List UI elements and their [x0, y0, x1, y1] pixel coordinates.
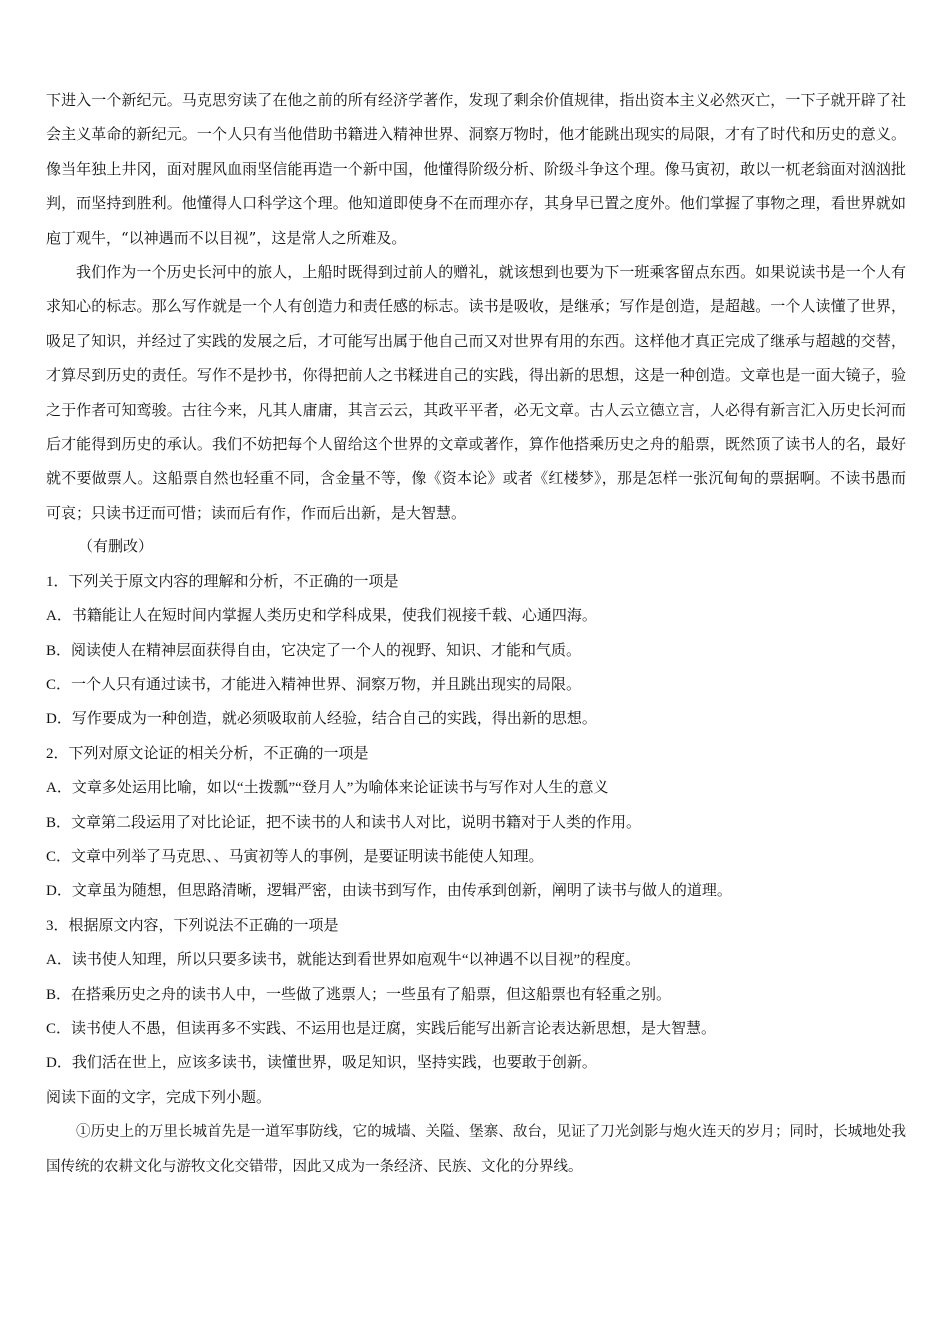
- source-note: （有删改）: [78, 539, 154, 556]
- question-2-stem: 2．下列对原文论证的相关分析，不正确的一项是: [46, 745, 369, 762]
- question-2-option-d: D．文章虽为随想，但思路清晰，逻辑严密，由读书到写作，由传承到创新，阐明了读书与做人的道理。: [46, 883, 732, 900]
- document-page: [46, 83, 906, 1184]
- passage-one-paragraph-1: 下进入一个新纪元。马克思穷读了在他之前的所有经济学著作，发现了剩余价值规律，指出资本主义必然灭亡，一下子就开辟了社会主义革命的新纪元。一个人只有当他借助书籍进入精神世界、洞察万物时，他才能跳出现实的局限，才有了时代和历史的意义。像当年独上井冈，面对腥风血雨坚信能再造一个新中国，他懂得阶级分析、阶级斗争这个理。像马寅初，敢以一杌老翁面对汹汹批判，而坚持到胜利。他懂得人口科学这个理。他知道即使身不在而理亦存，其身早已置之度外。他们掌握了事物之理，看世界就如庖丁观牛，“以神遇而不以目视”，这是常人之所难及。: [46, 91, 906, 247]
- question-1-stem: 1．下列关于原文内容的理解和分析，不正确的一项是: [46, 573, 399, 590]
- question-3-option-c: C．读书使人不愚，但读再多不实践、不运用也是迂腐，实践后能写出新言论表达新思想，是大智慧。: [46, 1020, 717, 1037]
- question-1-option-a: A．书籍能让人在短时间内掌握人类历史和学科成果，使我们视接千载、心通四海。: [46, 608, 597, 625]
- question-3-option-d: D．我们活在世上，应该多读书，读懂世界，吸足知识，坚持实践，也要敢于创新。: [46, 1055, 597, 1072]
- question-1-option-c: C．一个人只有通过读书，才能进入精神世界、洞察万物，并且跳出现实的局限。: [46, 676, 582, 693]
- question-2-option-c: C．文章中列举了马克思、、马寅初等人的事例，是要证明读书能使人知理。: [46, 848, 544, 865]
- question-1-option-d: D．写作要成为一种创造，就必须吸取前人经验，结合自己的实践，得出新的思想。: [46, 711, 597, 728]
- passage-one-paragraph-2: 我们作为一个历史长河中的旅人，上船时既得到过前人的赠礼，就该想到也要为下一班乘客留点东西。如果说读书是一个人有求知心的标志。那么写作就是一个人有创造力和责任感的标志。读书是吸收，是继承；写作是创造，是超越。一个人读懂了世界，吸足了知识，并经过了实践的发展之后，才可能写出属于他自己而又对世界有用的东西。这样他才真正完成了继承与超越的交替，才算尽到历史的责任。写作不是抄书，你得把前人之书糅进自己的实践，得出新的思想，这是一种创造。文章也是一面大镜子，验之于作者可知鸾骏。古往今来，凡其人庸庸，其言云云，其政平平者，必无文章。古人云立德立言，人必得有新言汇入历史长河而后才能得到历史的承认。我们不妨把每个人留给这个世界的文章或著作，算作他搭乘历史之舟的船票，既然顶了读书人的名，最好就不要做票人。这船票自然也轻重不同，含金量不等，像《资本论》或者《红楼梦》，那是怎样一张沉甸甸的票据啊。不读书愚而可哀；只读书迂而可惜；读而后有作，作而后出新，是大智慧。: [46, 263, 906, 522]
- question-3-option-b: B．在搭乘历史之舟的读书人中，一些做了逃票人；一些虽有了船票，但这船票也有轻重之别。: [46, 986, 672, 1003]
- question-2-option-b: B．文章第二段运用了对比论证，把不读书的人和读书人对比，说明书籍对于人类的作用。: [46, 814, 642, 831]
- question-3-option-a: A．读书使人知理，所以只要多读书，就能达到看世界如庖观牛“以神遇不以目视”的程度。: [46, 952, 641, 969]
- question-1-option-b: B．阅读使人在精神层面获得自由，它决定了一个人的视野、知识、才能和气质。: [46, 642, 582, 659]
- question-1: [46, 565, 906, 737]
- question-2: [46, 737, 906, 909]
- passage-two-paragraph-1: ①历史上的万里长城首先是一道军事防线，它的城墙、关隘、堡寨、敌台，见证了刀光剑影与炮火连天的岁月；同时，长城地处我国传统的农耕文化与游牧文化交错带，因此又成为一条经济、民族、文化的分界线。: [46, 1124, 906, 1175]
- reading-instruction: 阅读下面的文字，完成下列小题。: [46, 1089, 272, 1106]
- question-3-stem: 3．根据原文内容，下列说法不正确的一项是: [46, 917, 339, 934]
- question-3: [46, 909, 906, 1081]
- question-2-option-a: A．文章多处运用比喻，如以“土拨瓢”“登月人”为喻体来论证读书与写作对人生的意义: [46, 780, 609, 797]
